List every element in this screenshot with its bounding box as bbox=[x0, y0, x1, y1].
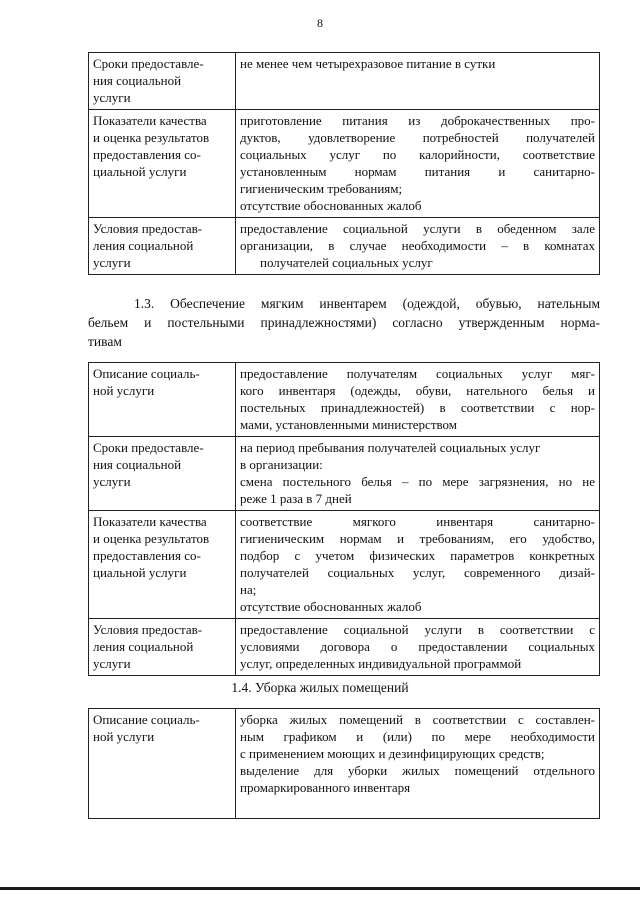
text-line: Описание социаль- bbox=[93, 366, 200, 381]
text-line: циальной услуги bbox=[93, 164, 187, 179]
text-line: услуги bbox=[93, 255, 131, 270]
row-value-cell bbox=[236, 53, 600, 110]
text-line: с применением моющих и дезинфицирующих средств; bbox=[240, 746, 545, 761]
text-line: Сроки предоставле- bbox=[93, 440, 204, 455]
text-line: ния социальной bbox=[93, 457, 182, 472]
text-line: услуги bbox=[93, 656, 131, 671]
text-line: и оценка результатов bbox=[93, 130, 210, 145]
row-value-cell bbox=[236, 218, 600, 275]
text-line: не менее чем четырехразовое питание в сутки bbox=[240, 56, 496, 71]
text-line: услуги bbox=[93, 474, 131, 489]
text-line: предоставления со- bbox=[93, 548, 201, 563]
table-food-service bbox=[88, 52, 600, 275]
text-line: ления социальной bbox=[93, 238, 194, 253]
row-value-cell bbox=[236, 619, 600, 676]
text-line: отсутствие обоснованных жалоб bbox=[240, 198, 422, 213]
paragraph-line: 1.3. Обеспечение мягким инвентарем (одеждой, обувью, нательным bbox=[134, 296, 600, 311]
section-1-4-heading: 1.4. Уборка жилых помещений bbox=[231, 680, 409, 695]
text-line: Сроки предоставле- bbox=[93, 56, 204, 71]
text-line: циальной услуги bbox=[93, 565, 187, 580]
text-line: ным графиком и (или) по мере необходимости bbox=[240, 729, 595, 744]
text-line: мами, установленными министерством bbox=[240, 417, 458, 432]
text-line: ления социальной bbox=[93, 639, 194, 654]
table-row bbox=[89, 53, 600, 110]
text-line: выделение для уборки жилых помещений отдельного bbox=[240, 763, 595, 778]
page-number: 8 bbox=[317, 16, 323, 30]
row-label-cell bbox=[89, 363, 236, 437]
row-value-cell bbox=[236, 437, 600, 511]
text-line: социальных услуг по калорийности, соответствие bbox=[240, 147, 595, 162]
text-line: ния социальной bbox=[93, 73, 182, 88]
text-line: соответствие мягкого инвентаря санитарно- bbox=[240, 514, 595, 529]
text-line: ной услуги bbox=[93, 383, 155, 398]
row-label-cell bbox=[89, 511, 236, 619]
section-1-3-paragraph bbox=[88, 294, 600, 351]
text-line: организации, в случае необходимости – в комнатах bbox=[240, 238, 595, 253]
text-line: кого инвентаря (одежды, обуви, нательного белья и bbox=[240, 383, 595, 398]
text-line: гигиеническим нормам и требованиям, его удобство, bbox=[240, 531, 595, 546]
text-line: на период пребывания получателей социальных услуг bbox=[240, 440, 541, 455]
row-value-cell bbox=[236, 110, 600, 218]
text-line: гигиеническим требованиям; bbox=[240, 181, 403, 196]
row-value-cell bbox=[236, 709, 600, 819]
text-line: предоставление социальной услуги в соответствии с bbox=[240, 622, 595, 637]
text-line: подбор с учетом физических параметров конкретных bbox=[240, 548, 595, 563]
row-label-cell bbox=[89, 619, 236, 676]
text-line: получателей социальных услуг, современного дизай- bbox=[240, 565, 595, 580]
text-line: предоставление социальной услуги в обеденном зале bbox=[240, 221, 595, 236]
text-line: услуги bbox=[93, 90, 131, 105]
row-value-cell bbox=[236, 511, 600, 619]
row-label-cell bbox=[89, 110, 236, 218]
text-line: ной услуги bbox=[93, 729, 155, 744]
text-line: услуг, определенных индивидуальной программой bbox=[240, 656, 522, 671]
text-line: приготовление питания из доброкачественных про- bbox=[240, 113, 595, 128]
paragraph-line: бельем и постельными принадлежностями) согласно утвержденным норма- bbox=[88, 315, 600, 330]
text-line: получателей социальных услуг bbox=[260, 255, 433, 270]
scan-edge-bar bbox=[0, 887, 640, 890]
row-label-cell bbox=[89, 437, 236, 511]
text-line: реже 1 раза в 7 дней bbox=[240, 491, 352, 506]
text-line: условиями договора о предоставлении социальных bbox=[240, 639, 595, 654]
row-label-cell bbox=[89, 53, 236, 110]
text-line: смена постельного белья – по мере загрязнения, но не bbox=[240, 474, 595, 489]
text-line: Показатели качества bbox=[93, 514, 207, 529]
table-room-cleaning-service bbox=[88, 708, 600, 819]
text-line: Описание социаль- bbox=[93, 712, 200, 727]
table-soft-inventory-service bbox=[88, 362, 600, 676]
table-row bbox=[89, 709, 600, 819]
row-label-cell bbox=[89, 709, 236, 819]
table-row bbox=[89, 363, 600, 437]
text-line: уборка жилых помещений в соответствии с составлен- bbox=[240, 712, 595, 727]
row-value-cell bbox=[236, 363, 600, 437]
text-line: Условия предостав- bbox=[93, 221, 203, 236]
table-row bbox=[89, 437, 600, 511]
table-row bbox=[89, 110, 600, 218]
text-line: промаркированного инвентаря bbox=[240, 780, 411, 795]
text-line: Условия предостав- bbox=[93, 622, 203, 637]
text-line: постельных принадлежностей) в соответствии с нор- bbox=[240, 400, 595, 415]
table-row bbox=[89, 511, 600, 619]
text-line: дуктов, удовлетворение потребностей получателей bbox=[240, 130, 595, 145]
text-line: и оценка результатов bbox=[93, 531, 210, 546]
paragraph-line: тивам bbox=[88, 334, 122, 349]
row-label-cell bbox=[89, 218, 236, 275]
text-line: установленным нормам питания и санитарно- bbox=[240, 164, 595, 179]
text-line: отсутствие обоснованных жалоб bbox=[240, 599, 422, 614]
text-line: предоставления со- bbox=[93, 147, 201, 162]
text-line: на; bbox=[240, 582, 257, 597]
text-line: в организации: bbox=[240, 457, 323, 472]
table-row bbox=[89, 218, 600, 275]
text-line: Показатели качества bbox=[93, 113, 207, 128]
table-row bbox=[89, 619, 600, 676]
text-line: предоставление получателям социальных услуг мяг- bbox=[240, 366, 595, 381]
